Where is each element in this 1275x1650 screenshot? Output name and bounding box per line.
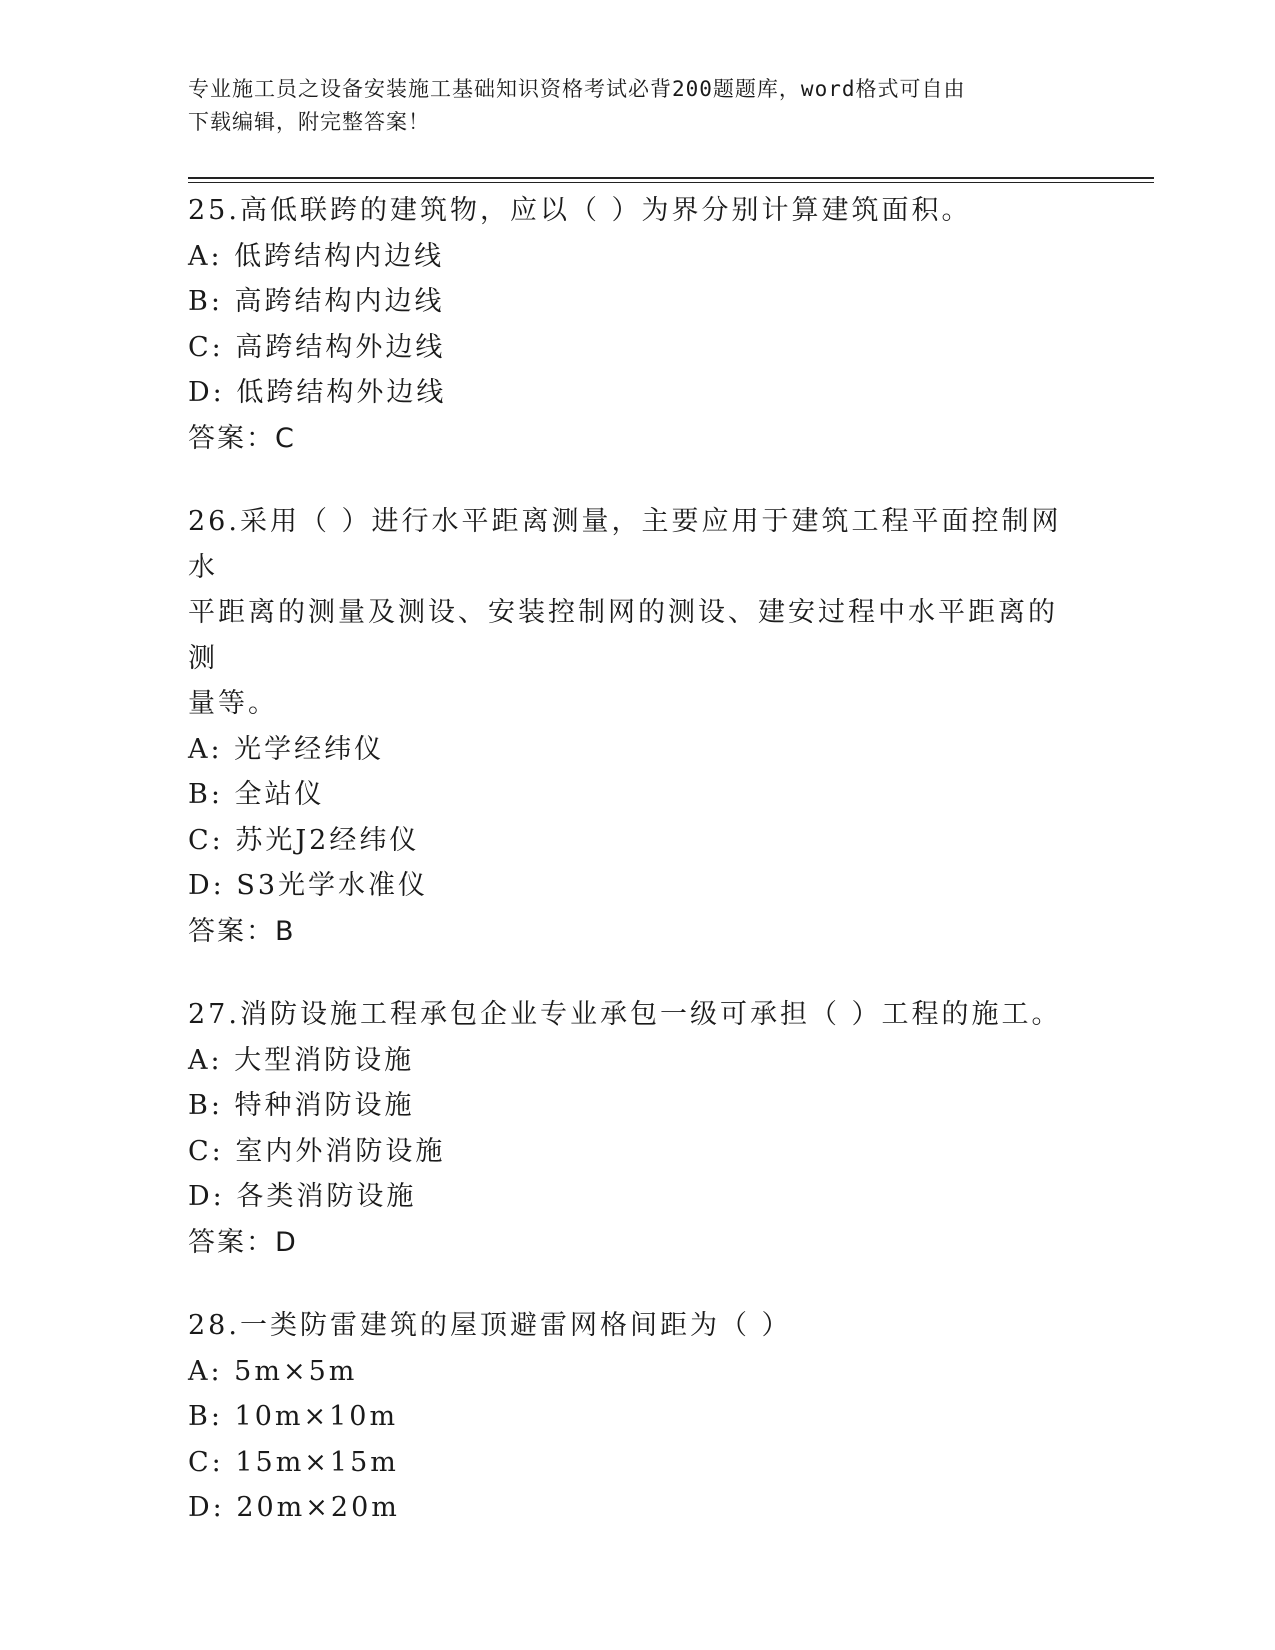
option-c: C: 15m×15m bbox=[188, 1446, 399, 1478]
option-a: A: 光学经纬仪 bbox=[188, 733, 385, 765]
option-d: D: 20m×20m bbox=[188, 1492, 400, 1523]
option-a: A: 低跨结构内边线 bbox=[188, 240, 445, 272]
option-b: B: 10m×10m bbox=[188, 1401, 399, 1432]
option-d: D: 低跨结构外边线 bbox=[188, 377, 447, 408]
question-stem: 27.消防设施工程承包企业专业承包一级可承担（ ）工程的施工。 bbox=[188, 999, 1062, 1030]
option-b: B: 高跨结构内边线 bbox=[188, 286, 445, 317]
question-stem: 25.高低联跨的建筑物，应以（ ）为界分别计算建筑面积。 bbox=[188, 195, 972, 226]
question-list bbox=[188, 188, 1068, 1531]
question-stem-line-3: 量等。 bbox=[188, 688, 278, 719]
question-27 bbox=[188, 992, 1068, 1265]
header-line-2: 下载编辑，附完整答案！ bbox=[188, 110, 430, 134]
answer: 答案：D bbox=[188, 1226, 298, 1258]
option-b: B: 全站仪 bbox=[188, 779, 325, 810]
answer: 答案：C bbox=[188, 422, 296, 454]
question-26 bbox=[188, 499, 1068, 954]
answer: 答案：B bbox=[188, 915, 296, 947]
option-a: A: 5m×5m bbox=[188, 1355, 358, 1387]
header-line-1: 专业施工员之设备安装施工基础知识资格考试必背200题题库，word格式可自由 bbox=[188, 77, 966, 101]
header-divider-thick bbox=[188, 177, 1154, 179]
spacer bbox=[188, 461, 1068, 499]
option-d: D: 各类消防设施 bbox=[188, 1181, 417, 1212]
question-stem-line-2: 平距离的测量及测设、安装控制网的测设、建安过程中水平距离的测 bbox=[188, 597, 1058, 674]
option-b: B: 特种消防设施 bbox=[188, 1090, 415, 1121]
option-d: D: S3光学水准仪 bbox=[188, 870, 429, 901]
option-a: A: 大型消防设施 bbox=[188, 1044, 415, 1076]
spacer bbox=[188, 1265, 1068, 1303]
option-c: C: 高跨结构外边线 bbox=[188, 331, 446, 363]
option-c: C: 室内外消防设施 bbox=[188, 1135, 446, 1167]
question-stem-line-1: 26.采用（ ）进行水平距离测量，主要应用于建筑工程平面控制网水 bbox=[188, 506, 1062, 583]
question-25 bbox=[188, 188, 1068, 461]
question-28 bbox=[188, 1303, 1068, 1531]
question-stem: 28.一类防雷建筑的屋顶避雷网格间距为（ ） bbox=[188, 1310, 792, 1341]
header-divider-thin bbox=[188, 182, 1154, 183]
spacer bbox=[188, 954, 1068, 992]
document-header bbox=[188, 73, 1068, 139]
option-c: C: 苏光J2经纬仪 bbox=[188, 824, 420, 856]
